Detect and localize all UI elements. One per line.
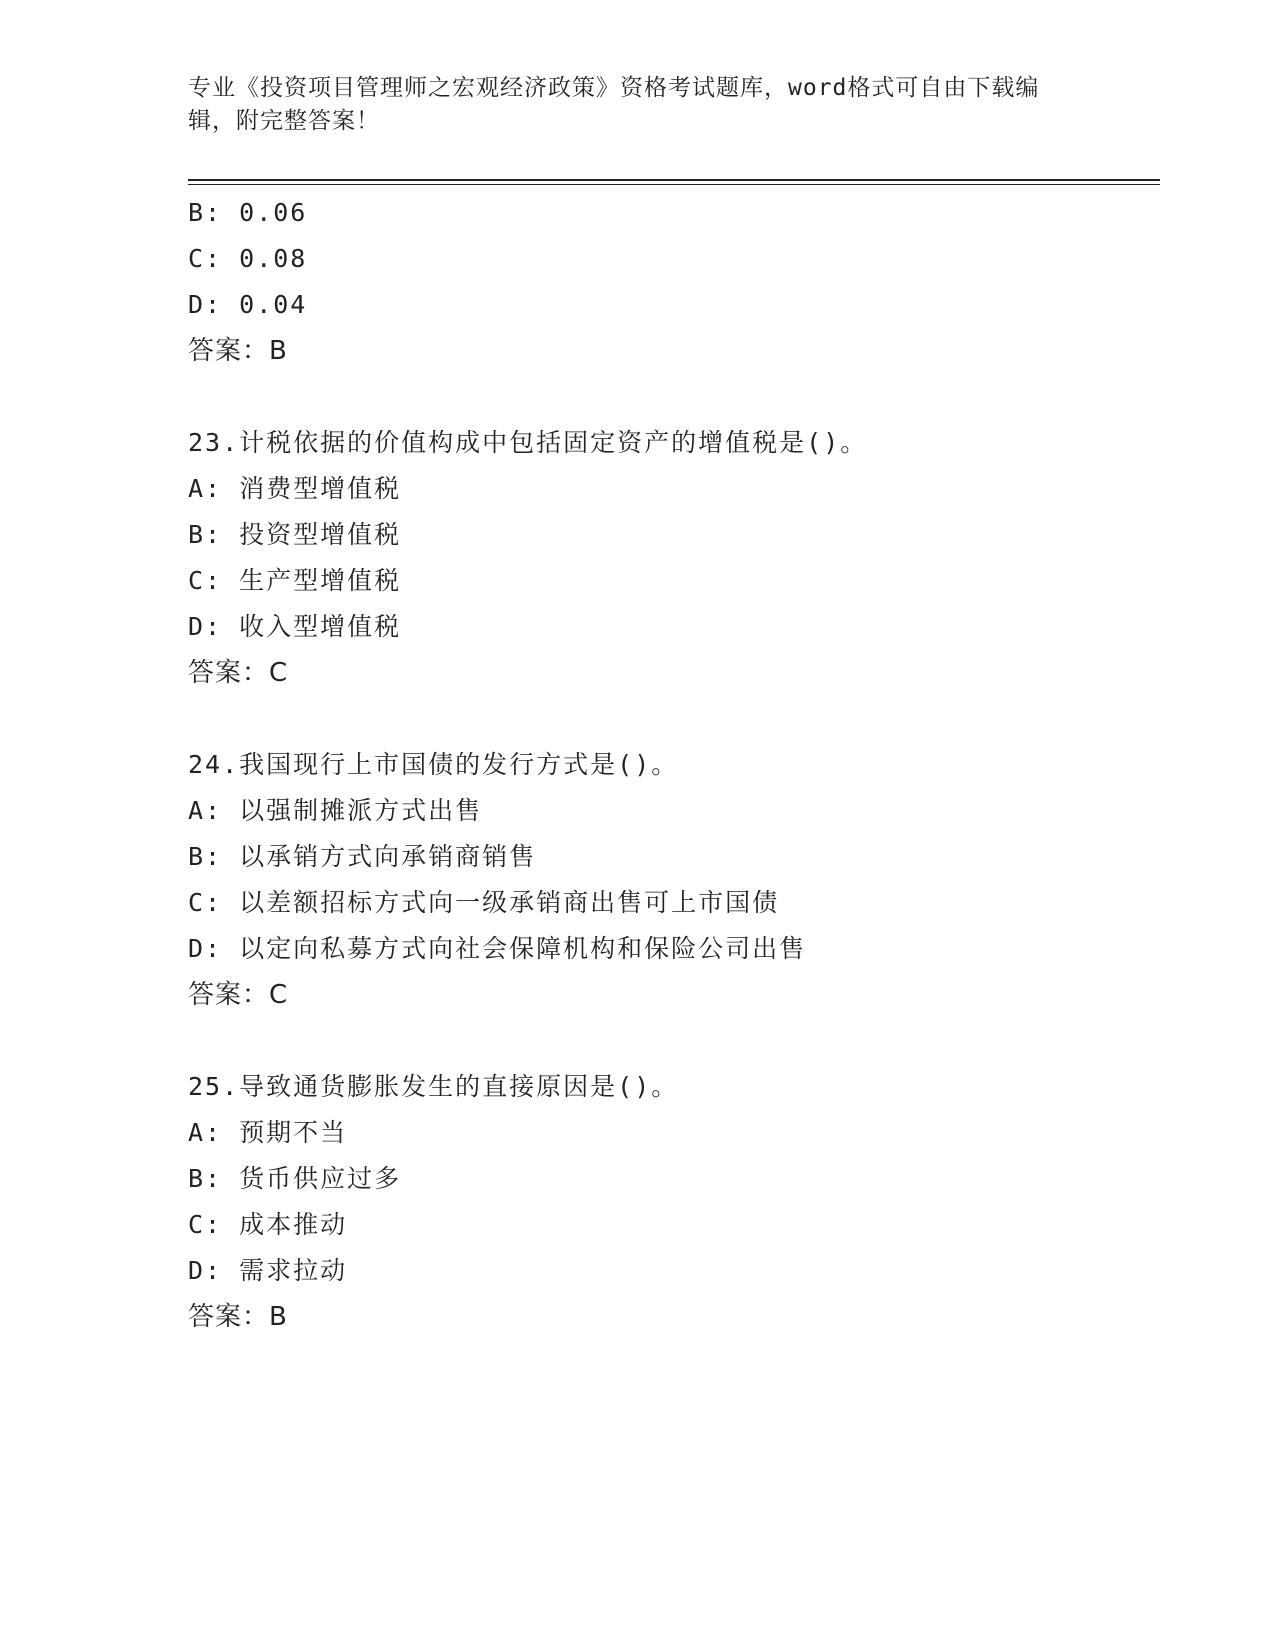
question-22-tail [188, 190, 1160, 374]
option-c: C: 以差额招标方式向一级承销商出售可上市国债 [188, 888, 780, 917]
answer-line: 答案：B [188, 336, 288, 366]
option-d: D: 以定向私募方式向社会保障机构和保险公司出售 [188, 934, 807, 963]
question-24 [188, 742, 1160, 1018]
question-25 [188, 1064, 1160, 1340]
option-d: D: 收入型增值税 [188, 612, 402, 641]
question-23 [188, 420, 1160, 696]
option-b: B: 货币供应过多 [188, 1164, 402, 1193]
header-divider-thin [188, 184, 1160, 185]
header-divider-thick [188, 179, 1160, 181]
question-list [188, 190, 1160, 1340]
question-text: 24.我国现行上市国债的发行方式是()。 [188, 750, 679, 779]
option-a: A: 以强制摊派方式出售 [188, 796, 483, 825]
question-text: 23.计税依据的价值构成中包括固定资产的增值税是()。 [188, 428, 868, 457]
question-text: 25.导致通货膨胀发生的直接原因是()。 [188, 1072, 679, 1101]
option-c: C: 成本推动 [188, 1210, 348, 1239]
option-c: C: 生产型增值税 [188, 566, 402, 595]
option-a: A: 预期不当 [188, 1118, 348, 1147]
answer-line: 答案：C [188, 658, 289, 688]
answer-line: 答案：B [188, 1302, 288, 1332]
option-c: C: 0.08 [188, 244, 308, 273]
answer-line: 答案：C [188, 980, 289, 1010]
option-a: A: 消费型增值税 [188, 474, 402, 503]
option-b: B: 以承销方式向承销商销售 [188, 842, 537, 871]
option-b: B: 0.06 [188, 198, 308, 227]
document-header: 专业《投资项目管理师之宏观经济政策》资格考试题库，word格式可自由下载编辑，附完整答案！ [188, 75, 1040, 134]
option-b: B: 投资型增值税 [188, 520, 402, 549]
option-d: D: 0.04 [188, 290, 308, 319]
option-d: D: 需求拉动 [188, 1256, 348, 1285]
